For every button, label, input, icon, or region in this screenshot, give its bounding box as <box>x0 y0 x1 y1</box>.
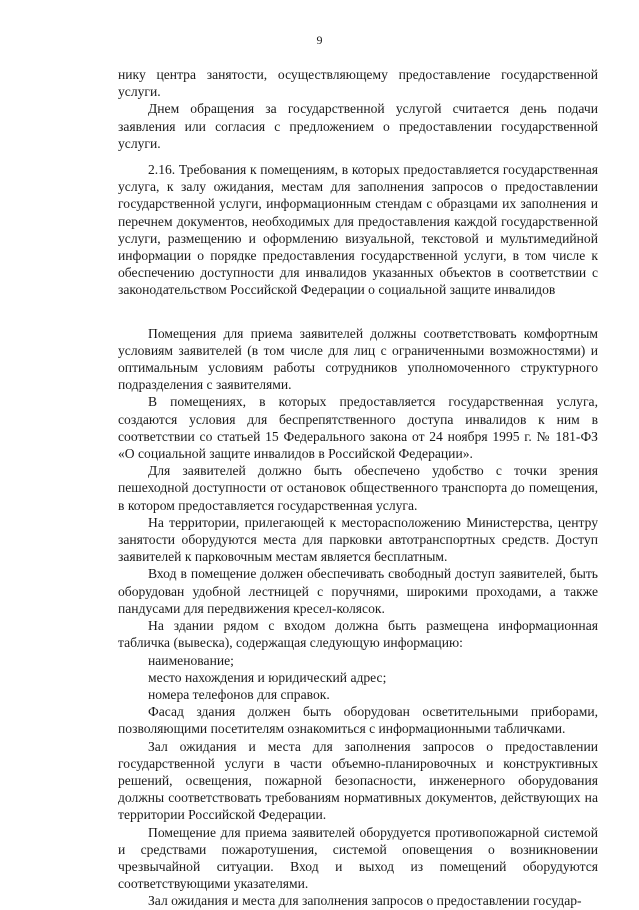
paragraph-signboard: На здании рядом с входом должна быть размещена информационная табличка (вывеска), содержащая следующую информацию: <box>118 618 598 651</box>
paragraph-pedestrian-access: Для заявителей должно быть обеспечено удобство с точки зрения пешеходной доступности от остановок общественного транспорта до помещения, в котором предоставляется государственная услуга. <box>118 463 598 513</box>
paragraph-fire-safety: Помещение для приема заявителей оборудуется противопожарной системой и средствами пожаротушения, системой оповещения о возникновении чрезвычайной ситуации. Вход и выход из помещений оборудуются соответствующими указателями. <box>118 824 598 892</box>
paragraph-disabled-access: В помещениях, в которых предоставляется государственная услуга, создаются условия для беспрепятственного доступа инвалидов к ним в соответствии со статьей 15 Федерального закона от 24 ноября 1995 г. № 181-ФЗ «О социальной защите инвалидов в Российской Федерации». <box>118 394 598 462</box>
page-number: 9 <box>316 33 323 47</box>
paragraph-premises-comfort: Помещения для приема заявителей должны соответствовать комфортным условиям заявителей (в том числе для лиц с ограниченными возможностями) и оптимальным условиям работы сотрудников уполномоченного структурного подразделения с заявителями. <box>118 325 598 393</box>
list-item-name: наименование; <box>148 652 234 668</box>
paragraph-entrance: Вход в помещение должен обеспечивать свободный доступ заявителей, быть оборудован удобной лестницей с поручнями, широкими проходами, а также пандусами для передвижения кресел-колясок. <box>118 566 598 616</box>
list-item-phones: номера телефонов для справок. <box>148 686 330 702</box>
paragraph-request-day: Днем обращения за государственной услугой считается день подачи заявления или согласия с предложением о предоставлении государственной услуги. <box>118 101 598 151</box>
section-heading-2-16: 2.16. Требования к помещениям, в которых предоставляется государственная услуга, к залу ожидания, местам для заполнения запросов о предоставлении государственной услуги, информационным стендам с образцами их заполнения и перечнем документов, необходимых для предоставления каждой государственной услуги, размещению и оформлению визуальной, текстовой и мультимедийной информации о порядке предоставления государственной услуги, в том числе к обеспечению доступности для инвалидов указанных объектов в соответствии с законодательством Российской Федерации о социальной защите инвалидов <box>118 162 598 298</box>
paragraph-continuation: нику центра занятости, осуществляющему предоставление государственной услуги. <box>118 67 598 100</box>
paragraph-waiting-hall-requirements: Зал ожидания и места для заполнения запросов о предоставлении государственной услуги в части объемно-планировочных и конструктивных решений, освещения, пожарной безопасности, инженерного оборудования должны соответствовать требованиям нормативных документов, действующих на территории Российской Федерации. <box>118 738 598 823</box>
paragraph-parking: На территории, прилегающей к месторасположению Министерства, центру занятости оборудуются места для парковки автотранспортных средств. Доступ заявителей к парковочным местам является бесплатным. <box>118 514 598 565</box>
paragraph-waiting-hall-continued: Зал ожидания и места для заполнения запросов о предоставлении государ- <box>148 893 582 909</box>
list-item-address: место нахождения и юридический адрес; <box>148 669 387 685</box>
page-body <box>118 66 598 910</box>
paragraph-facade-lighting: Фасад здания должен быть оборудован осветительными приборами, позволяющими посетителям ознакомиться с информационными табличками. <box>118 704 598 737</box>
